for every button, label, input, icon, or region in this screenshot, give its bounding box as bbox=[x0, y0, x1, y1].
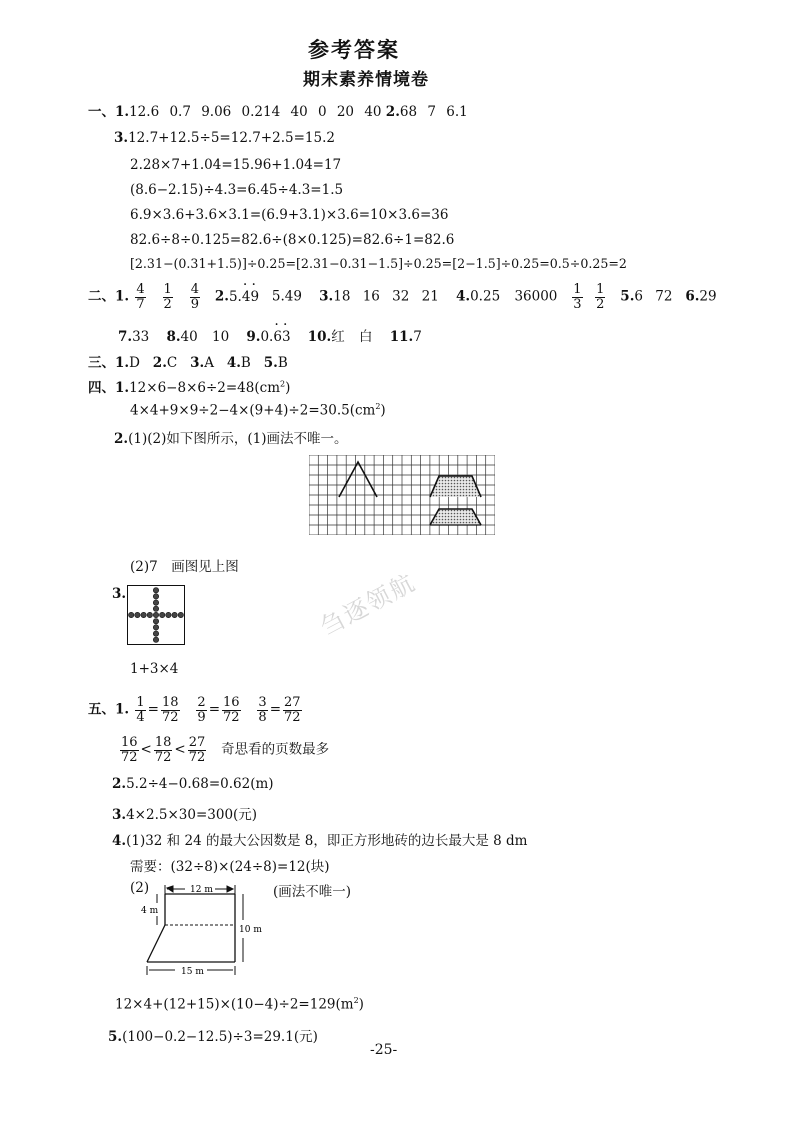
dot-cross-figure bbox=[127, 585, 185, 645]
section-5-line-7: (2) bbox=[130, 880, 150, 896]
question-number: 1. bbox=[115, 701, 130, 718]
section-1-label: 一、 bbox=[88, 104, 115, 120]
section-5-line-3 bbox=[112, 776, 274, 792]
section-4-label: 四、 bbox=[88, 380, 115, 396]
question-number: 3. bbox=[114, 130, 129, 146]
answer-text: 6 72 bbox=[634, 288, 673, 305]
section-2-line-1 bbox=[88, 283, 717, 311]
repeating-decimal: 0.· 6· 3 bbox=[260, 329, 290, 345]
question-number: 5. bbox=[108, 1029, 123, 1045]
answer-text: (1)(2)如下图所示，(1)画法不唯一。 bbox=[128, 431, 348, 447]
dot bbox=[172, 612, 177, 617]
answer-text: 29 bbox=[699, 288, 717, 305]
section-5-line-1: 五、1. $\frac{1}{4}$ = $\frac{18}{72}$ $\frac{2}{9}$ = $\frac{16}{72}$ $\frac{3}{8}$ = $\frac{27}{72}$ bbox=[88, 695, 301, 725]
answer-text: 33 bbox=[132, 329, 150, 345]
fraction: $\frac{1}{2}$ bbox=[596, 282, 605, 312]
dot bbox=[153, 612, 158, 617]
dot bbox=[141, 612, 146, 617]
question-number: 3. bbox=[112, 807, 127, 823]
question-number: 2. bbox=[112, 776, 127, 792]
section-3-line: 三、1.D 2.C 3.A 4.B 5.B bbox=[88, 355, 288, 371]
dot bbox=[135, 612, 140, 617]
dim-left: 4 m bbox=[141, 906, 159, 916]
section-1-line-2 bbox=[114, 130, 335, 146]
answer-text: (1)32 和 24 的最大公因数是 8，即正方形地砖的边长最大是 8 dm bbox=[126, 833, 528, 849]
answer-text: 68 7 6.1 bbox=[399, 104, 468, 120]
watermark: 刍逐领航 bbox=[315, 567, 421, 642]
dot bbox=[166, 612, 171, 617]
question-number: 9. bbox=[246, 329, 261, 345]
question-number: 1. bbox=[115, 104, 130, 120]
section-1-line-6: 82.6÷8÷0.125=82.6÷(8×0.125)=82.6÷1=82.6 bbox=[130, 232, 455, 248]
page-number: -25- bbox=[370, 1042, 398, 1058]
answer-text: 4×2.5×30=300(元) bbox=[126, 807, 258, 823]
dim-right: 10 m bbox=[239, 925, 262, 935]
answer-text: 18 16 32 21 bbox=[333, 288, 439, 305]
question-number: 3. bbox=[112, 586, 127, 602]
answer-choice: A bbox=[204, 355, 214, 371]
dot bbox=[153, 631, 158, 636]
section-5-line-9 bbox=[108, 1025, 318, 1045]
question-number: 8. bbox=[166, 329, 181, 345]
section-5-line-5 bbox=[112, 829, 527, 849]
answer-choice: B bbox=[240, 355, 251, 371]
section-5-line-4 bbox=[112, 803, 257, 823]
section-4-line-1: 四、$1.12\times 6-8\times 6\div 2=48(cm^2)$ bbox=[88, 379, 291, 396]
section-4-line-4: (2)7 画图见上图 bbox=[130, 559, 239, 575]
question-number: 11. bbox=[389, 329, 414, 345]
section-2-label: 二、 bbox=[88, 288, 115, 305]
dot bbox=[153, 594, 158, 599]
field-figure bbox=[135, 880, 270, 980]
section-5-label: 五、 bbox=[88, 701, 115, 718]
question-number: 10. bbox=[307, 329, 332, 345]
fraction: $\frac{1}{3}$ bbox=[573, 282, 582, 312]
triangle-shape bbox=[339, 462, 377, 497]
dim-bottom: 15 m bbox=[181, 967, 204, 977]
section-5-line-6: 需要：(32÷8)×(24÷8)=12(块) bbox=[130, 859, 330, 875]
question-number: 1. bbox=[115, 380, 130, 396]
answer-text: 5.49 bbox=[271, 288, 302, 305]
question-number: 2. bbox=[214, 288, 229, 305]
answer-text: 4×4+9×9÷2−4×(9+4)÷2=30.5(cm bbox=[130, 402, 376, 419]
answer-choice: D bbox=[129, 355, 140, 371]
dot bbox=[160, 612, 165, 617]
section-4-line-5: 1+3×4 bbox=[130, 661, 179, 677]
answer-text: 7 bbox=[413, 329, 422, 345]
section-1-line-3: 2.28×7+1.04=15.96+1.04=17 bbox=[130, 157, 342, 173]
answer-text: (100−0.2−12.5)÷3=29.1(元) bbox=[122, 1029, 318, 1045]
question-number: 5. bbox=[620, 288, 635, 305]
dot bbox=[153, 619, 158, 624]
answer-text: 0.25 36000 bbox=[470, 288, 558, 305]
section-5-line-8: $12\times 4+(12+15)\times(10-4)\div 2=129(m^2)$ bbox=[115, 996, 364, 1013]
dot bbox=[129, 612, 134, 617]
answer-text: 12×4+(12+15)×(10−4)÷2=129(m bbox=[115, 996, 354, 1013]
question-number: 3. bbox=[319, 288, 334, 305]
answer-text: 40 10 bbox=[180, 329, 230, 345]
section-5-line-2: $\frac{16}{72}$ < $\frac{18}{72}$ < $\frac{27}{72}$ 奇思看的页数最多 bbox=[121, 735, 330, 765]
answer-text: 12×6−8×6÷2=48(cm bbox=[129, 380, 280, 396]
dot bbox=[153, 625, 158, 630]
question-number: 6. bbox=[685, 288, 700, 305]
fraction: $\frac{4}{9}$ bbox=[190, 282, 199, 312]
dot bbox=[153, 600, 158, 605]
answer-text: 12.6 0.7 9.06 0.214 40 0 20 40 bbox=[129, 104, 382, 120]
dot bbox=[147, 612, 152, 617]
question-number: 2. bbox=[114, 431, 129, 447]
section-1-line-7: [2.31−(0.31+1.5)]÷0.25=[2.31−0.31−1.5]÷0.25=[2−1.5]÷0.25=0.5÷0.25=2 bbox=[130, 256, 627, 271]
conclusion-text: 奇思看的页数最多 bbox=[221, 741, 330, 758]
page-subtitle: 期末素养情境卷 bbox=[303, 70, 429, 90]
answer-text: 红 白 bbox=[331, 329, 373, 345]
page-title: 参考答案 bbox=[308, 37, 400, 62]
question-number: 2. bbox=[385, 104, 400, 120]
answer-text: 5.2÷4−0.68=0.62(m) bbox=[126, 776, 274, 792]
dot bbox=[153, 637, 158, 642]
section-2-line-2 bbox=[118, 325, 422, 345]
answer-text: 12.7+12.5÷5=12.7+2.5=15.2 bbox=[128, 130, 335, 146]
fraction: $\frac{4}{7}$ bbox=[136, 282, 145, 312]
fraction: $\frac{1}{2}$ bbox=[163, 282, 172, 312]
answer-choice: C bbox=[166, 355, 178, 371]
dim-top: 12 m bbox=[190, 885, 213, 895]
dot bbox=[153, 588, 158, 593]
grid-figure bbox=[309, 455, 495, 535]
section-3-label: 三、 bbox=[88, 355, 115, 371]
answer-choice: B bbox=[277, 355, 288, 371]
dot bbox=[153, 606, 158, 611]
question-number: 4. bbox=[112, 833, 127, 849]
repeating-decimal: 5.· 4· 9 bbox=[229, 289, 259, 305]
question-number: 1. bbox=[115, 288, 130, 305]
question-number: 7. bbox=[118, 329, 133, 345]
section-4-line-3 bbox=[114, 427, 347, 447]
section-4-line-2: $4\times 4+9\times 9\div 2-4\times(9+4)\div 2=30.5(cm^2)$ bbox=[130, 402, 386, 419]
section-1-line-4: (8.6−2.15)÷4.3=6.45÷4.3=1.5 bbox=[130, 182, 344, 198]
question-number: 4. bbox=[456, 288, 471, 305]
section-1-line-1 bbox=[88, 100, 468, 120]
drawing-note: (画法不唯一) bbox=[273, 884, 352, 900]
dot bbox=[178, 612, 183, 617]
section-1-line-5: 6.9×3.6+3.6×3.1=(6.9+3.1)×3.6=10×3.6=36 bbox=[130, 207, 449, 223]
